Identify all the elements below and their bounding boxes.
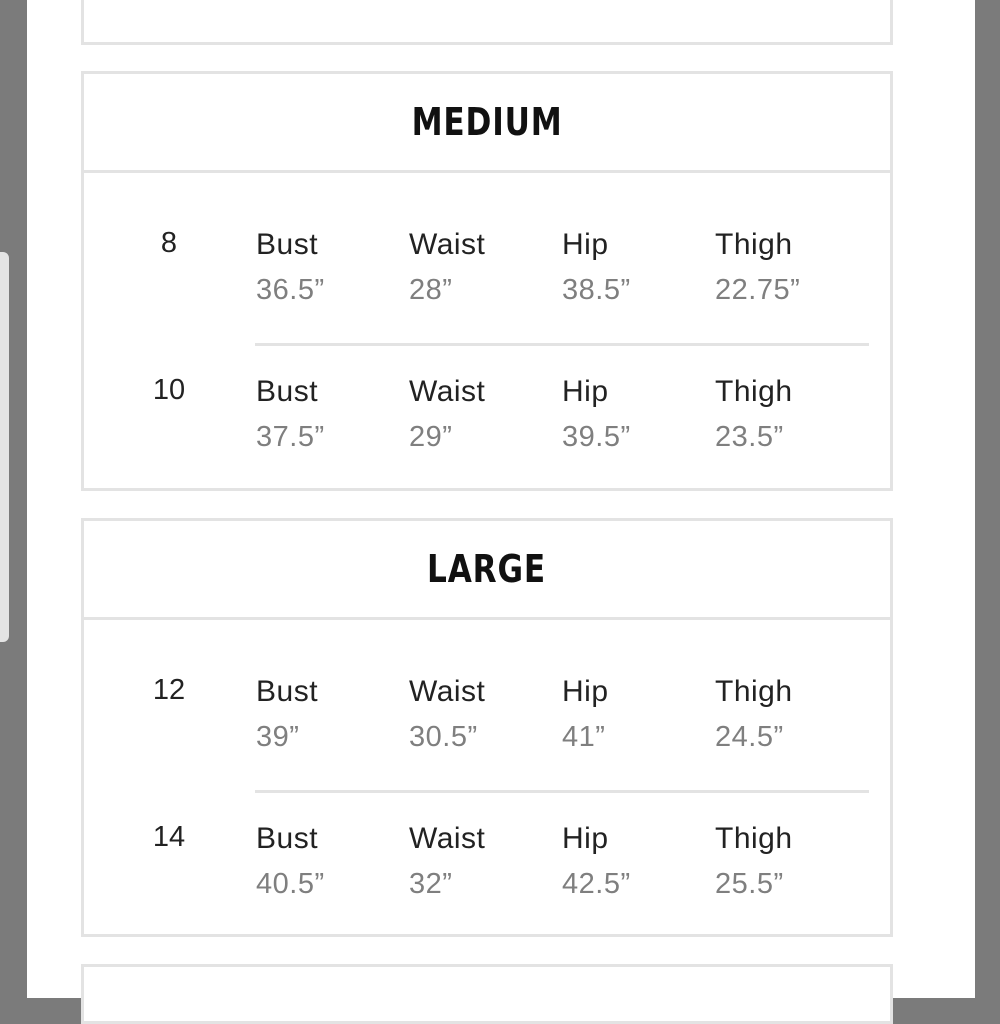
thigh-measure (715, 374, 865, 455)
bust-value: 37.5” (256, 421, 325, 453)
waist-value: 32” (409, 868, 453, 900)
hip-label: Hip (562, 675, 609, 708)
waist-value: 29” (409, 421, 453, 453)
thigh-label: Thigh (715, 822, 793, 855)
size-number: 12 (152, 674, 186, 706)
thigh-label: Thigh (715, 675, 793, 708)
waist-label: Waist (409, 375, 486, 408)
bust-measure (256, 674, 406, 755)
waist-measure (409, 674, 559, 755)
waist-measure (409, 227, 559, 308)
size-card-next (81, 964, 893, 1024)
card-header (84, 521, 890, 620)
size-row (84, 173, 890, 320)
screen-edge (975, 0, 1000, 998)
thigh-value: 23.5” (715, 421, 784, 453)
bust-label: Bust (256, 375, 319, 408)
thigh-measure (715, 821, 865, 902)
size-rows (84, 173, 890, 467)
waist-value: 28” (409, 274, 453, 306)
size-group-title: MEDIUM (411, 100, 563, 144)
hip-value: 38.5” (562, 274, 631, 306)
size-card-medium (81, 71, 893, 491)
size-number: 10 (152, 374, 186, 406)
hip-value: 42.5” (562, 868, 631, 900)
hip-measure (562, 674, 712, 755)
thigh-value: 24.5” (715, 721, 784, 753)
size-row (84, 767, 890, 914)
hip-measure (562, 374, 712, 455)
thigh-value: 25.5” (715, 868, 784, 900)
bust-label: Bust (256, 822, 319, 855)
waist-value: 30.5” (409, 721, 478, 753)
thigh-label: Thigh (715, 228, 793, 261)
waist-label: Waist (409, 228, 486, 261)
size-card-large (81, 518, 893, 937)
thigh-measure (715, 227, 865, 308)
hip-measure (562, 821, 712, 902)
bust-measure (256, 821, 406, 902)
size-rows (84, 620, 890, 914)
bust-measure (256, 227, 406, 308)
hip-measure (562, 227, 712, 308)
thigh-label: Thigh (715, 375, 793, 408)
bust-value: 40.5” (256, 868, 325, 900)
hip-label: Hip (562, 228, 609, 261)
previous-row-values (84, 0, 890, 7)
bust-value: 36.5” (256, 274, 325, 306)
size-chart-page (27, 0, 975, 998)
bust-measure (256, 374, 406, 455)
bust-value: 39” (256, 721, 300, 753)
size-card-small (81, 0, 893, 45)
thigh-measure (715, 674, 865, 755)
size-number: 14 (152, 821, 186, 853)
bust-label: Bust (256, 228, 319, 261)
size-row (84, 320, 890, 467)
waist-measure (409, 821, 559, 902)
card-header (84, 74, 890, 173)
size-row (84, 620, 890, 767)
side-drawer-handle[interactable] (0, 252, 9, 642)
bust-label: Bust (256, 675, 319, 708)
hip-label: Hip (562, 375, 609, 408)
size-number: 8 (160, 227, 178, 259)
hip-value: 41” (562, 721, 606, 753)
thigh-value: 22.75” (715, 274, 801, 306)
waist-label: Waist (409, 675, 486, 708)
hip-label: Hip (562, 822, 609, 855)
waist-label: Waist (409, 822, 486, 855)
size-group-title: LARGE (427, 547, 547, 591)
waist-measure (409, 374, 559, 455)
hip-value: 39.5” (562, 421, 631, 453)
